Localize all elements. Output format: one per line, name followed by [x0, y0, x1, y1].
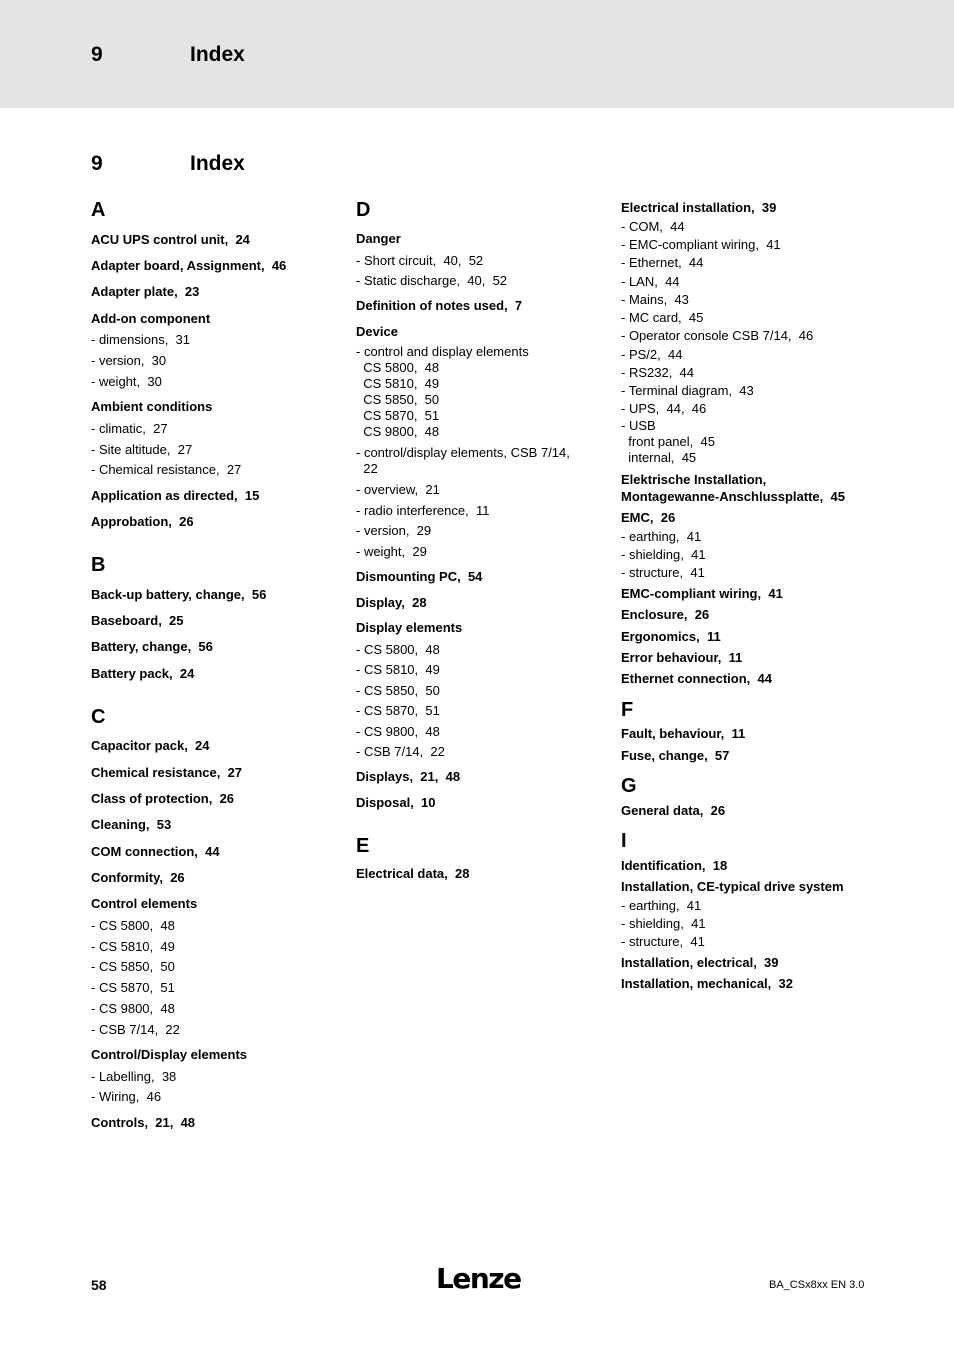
index-subentry: - shielding, 41 — [621, 547, 706, 562]
index-entry: Device — [356, 324, 398, 339]
index-subentry: - CS 9800, 48 — [356, 724, 440, 739]
index-entry: Back-up battery, change, 56 — [91, 587, 267, 602]
index-entry: Enclosure, 26 — [621, 607, 710, 622]
index-entry: Conformity, 26 — [91, 870, 185, 885]
index-entry: Baseboard, 25 — [91, 613, 184, 628]
index-subentry: - CS 5800, 48 — [91, 918, 175, 933]
index-subentry: - CSB 7/14, 22 — [356, 744, 445, 759]
index-subentry: - earthing, 41 — [621, 898, 702, 913]
lenze-logo: Lenze — [436, 1262, 521, 1295]
index-subentry: - Static discharge, 40, 52 — [356, 273, 508, 288]
index-entry: Installation, CE-typical drive system — [621, 879, 844, 894]
index-subentry: - Mains, 43 — [621, 292, 689, 307]
index-entry: Display, 28 — [356, 595, 427, 610]
index-entry: Installation, electrical, 39 — [621, 955, 779, 970]
index-subentry: - RS232, 44 — [621, 365, 694, 380]
index-entry: Ergonomics, 11 — [621, 629, 721, 644]
index-entry: Controls, 21, 48 — [91, 1115, 196, 1130]
section-title: Index — [190, 152, 245, 175]
index-subentry: - USB front panel, 45 internal, 45 — [621, 418, 715, 465]
index-letter-heading: A — [91, 199, 106, 221]
index-entry: Fuse, change, 57 — [621, 748, 730, 763]
index-subentry: - radio interference, 11 — [356, 503, 490, 518]
index-subentry: - Wiring, 46 — [91, 1089, 162, 1104]
index-entry: Installation, mechanical, 32 — [621, 976, 793, 991]
index-subentry: - structure, 41 — [621, 565, 705, 580]
index-entry: Application as directed, 15 — [91, 488, 260, 503]
index-entry: Add-on component — [91, 311, 211, 326]
index-entry: ACU UPS control unit, 24 — [91, 232, 250, 247]
page-number: 58 — [91, 1277, 107, 1293]
index-subentry: - Terminal diagram, 43 — [621, 383, 754, 398]
index-subentry: - overview, 21 — [356, 482, 440, 497]
index-entry: Display elements — [356, 620, 463, 635]
index-subentry: - structure, 41 — [621, 934, 705, 949]
index-subentry: - LAN, 44 — [621, 274, 680, 289]
index-subentry: - climatic, 27 — [91, 421, 168, 436]
index-entry: Ambient conditions — [91, 399, 213, 414]
chapter-number: 9 — [91, 43, 103, 66]
document-id: BA_CSx8xx EN 3.0 — [769, 1279, 865, 1291]
index-subentry: - CS 5850, 50 — [91, 959, 175, 974]
index-entry: Electrical installation, 39 — [621, 200, 777, 215]
index-letter-heading: E — [356, 835, 370, 857]
index-entry: COM connection, 44 — [91, 844, 220, 859]
index-subentry: - Chemical resistance, 27 — [91, 462, 242, 477]
index-entry: Adapter plate, 23 — [91, 284, 200, 299]
index-letter-heading: D — [356, 199, 371, 221]
index-entry: Approbation, 26 — [91, 514, 194, 529]
index-subentry: - weight, 29 — [356, 544, 427, 559]
index-subentry: - earthing, 41 — [621, 529, 702, 544]
index-subentry: - CS 9800, 48 — [91, 1001, 175, 1016]
index-letter-heading: B — [91, 554, 106, 576]
index-entry: Control elements — [91, 896, 198, 911]
index-subentry: - CS 5810, 49 — [356, 662, 440, 677]
index-entry: Cleaning, 53 — [91, 817, 172, 832]
index-subentry: - version, 29 — [356, 523, 432, 538]
index-entry: Battery, change, 56 — [91, 639, 213, 654]
index-subentry: - MC card, 45 — [621, 310, 704, 325]
index-letter-heading: F — [621, 699, 634, 721]
index-subentry: - Site altitude, 27 — [91, 442, 193, 457]
index-entry: Danger — [356, 231, 401, 246]
index-subentry: - PS/2, 44 — [621, 347, 683, 362]
index-entry: EMC-compliant wiring, 41 — [621, 586, 783, 601]
index-entry: Fault, behaviour, 11 — [621, 726, 746, 741]
index-subentry: - control and display elements CS 5800, 48 CS 5810, 49 CS 5850, 50 CS 5870, 51 CS 9800, 48 — [356, 344, 529, 439]
index-letter-heading: C — [91, 706, 106, 728]
index-entry: Identification, 18 — [621, 858, 728, 873]
index-subentry: - EMC-compliant wiring, 41 — [621, 237, 781, 252]
chapter-title: Index — [190, 43, 245, 66]
section-number: 9 — [91, 152, 103, 175]
index-subentry: - Short circuit, 40, 52 — [356, 253, 484, 268]
index-entry: Electrical data, 28 — [356, 866, 470, 881]
index-subentry: - COM, 44 — [621, 219, 685, 234]
index-entry: Battery pack, 24 — [91, 666, 195, 681]
index-entry: General data, 26 — [621, 803, 726, 818]
index-subentry: - weight, 30 — [91, 374, 162, 389]
index-entry: Definition of notes used, 7 — [356, 298, 523, 313]
index-subentry: - dimensions, 31 — [91, 332, 190, 347]
index-subentry: - CSB 7/14, 22 — [91, 1022, 180, 1037]
index-entry: Capacitor pack, 24 — [91, 738, 210, 753]
index-subentry: - CS 5850, 50 — [356, 683, 440, 698]
index-entry: Dismounting PC, 54 — [356, 569, 483, 584]
chapter-header — [0, 0, 954, 108]
index-subentry: - Ethernet, 44 — [621, 255, 704, 270]
index-subentry: - Operator console CSB 7/14, 46 — [621, 328, 814, 343]
index-entry: Control/Display elements — [91, 1047, 248, 1062]
index-entry: EMC, 26 — [621, 510, 676, 525]
index-subentry: - CS 5870, 51 — [356, 703, 440, 718]
index-entry: Ethernet connection, 44 — [621, 671, 772, 686]
index-subentry: - Labelling, 38 — [91, 1069, 177, 1084]
index-subentry: - control/display elements, CSB 7/14, 22 — [356, 445, 570, 476]
index-entry: Elektrische Installation, Montagewanne-Anschlussplatte, 45 — [621, 472, 845, 504]
index-letter-heading: G — [621, 775, 637, 797]
index-entry: Displays, 21, 48 — [356, 769, 461, 784]
index-subentry: - version, 30 — [91, 353, 167, 368]
index-subentry: - CS 5800, 48 — [356, 642, 440, 657]
index-subentry: - CS 5870, 51 — [91, 980, 175, 995]
index-subentry: - CS 5810, 49 — [91, 939, 175, 954]
index-letter-heading: I — [621, 830, 627, 852]
index-entry: Error behaviour, 11 — [621, 650, 743, 665]
index-entry: Class of protection, 26 — [91, 791, 235, 806]
index-entry: Adapter board, Assignment, 46 — [91, 258, 287, 273]
index-subentry: - shielding, 41 — [621, 916, 706, 931]
index-subentry: - UPS, 44, 46 — [621, 401, 707, 416]
index-entry: Chemical resistance, 27 — [91, 765, 243, 780]
index-entry: Disposal, 10 — [356, 795, 436, 810]
